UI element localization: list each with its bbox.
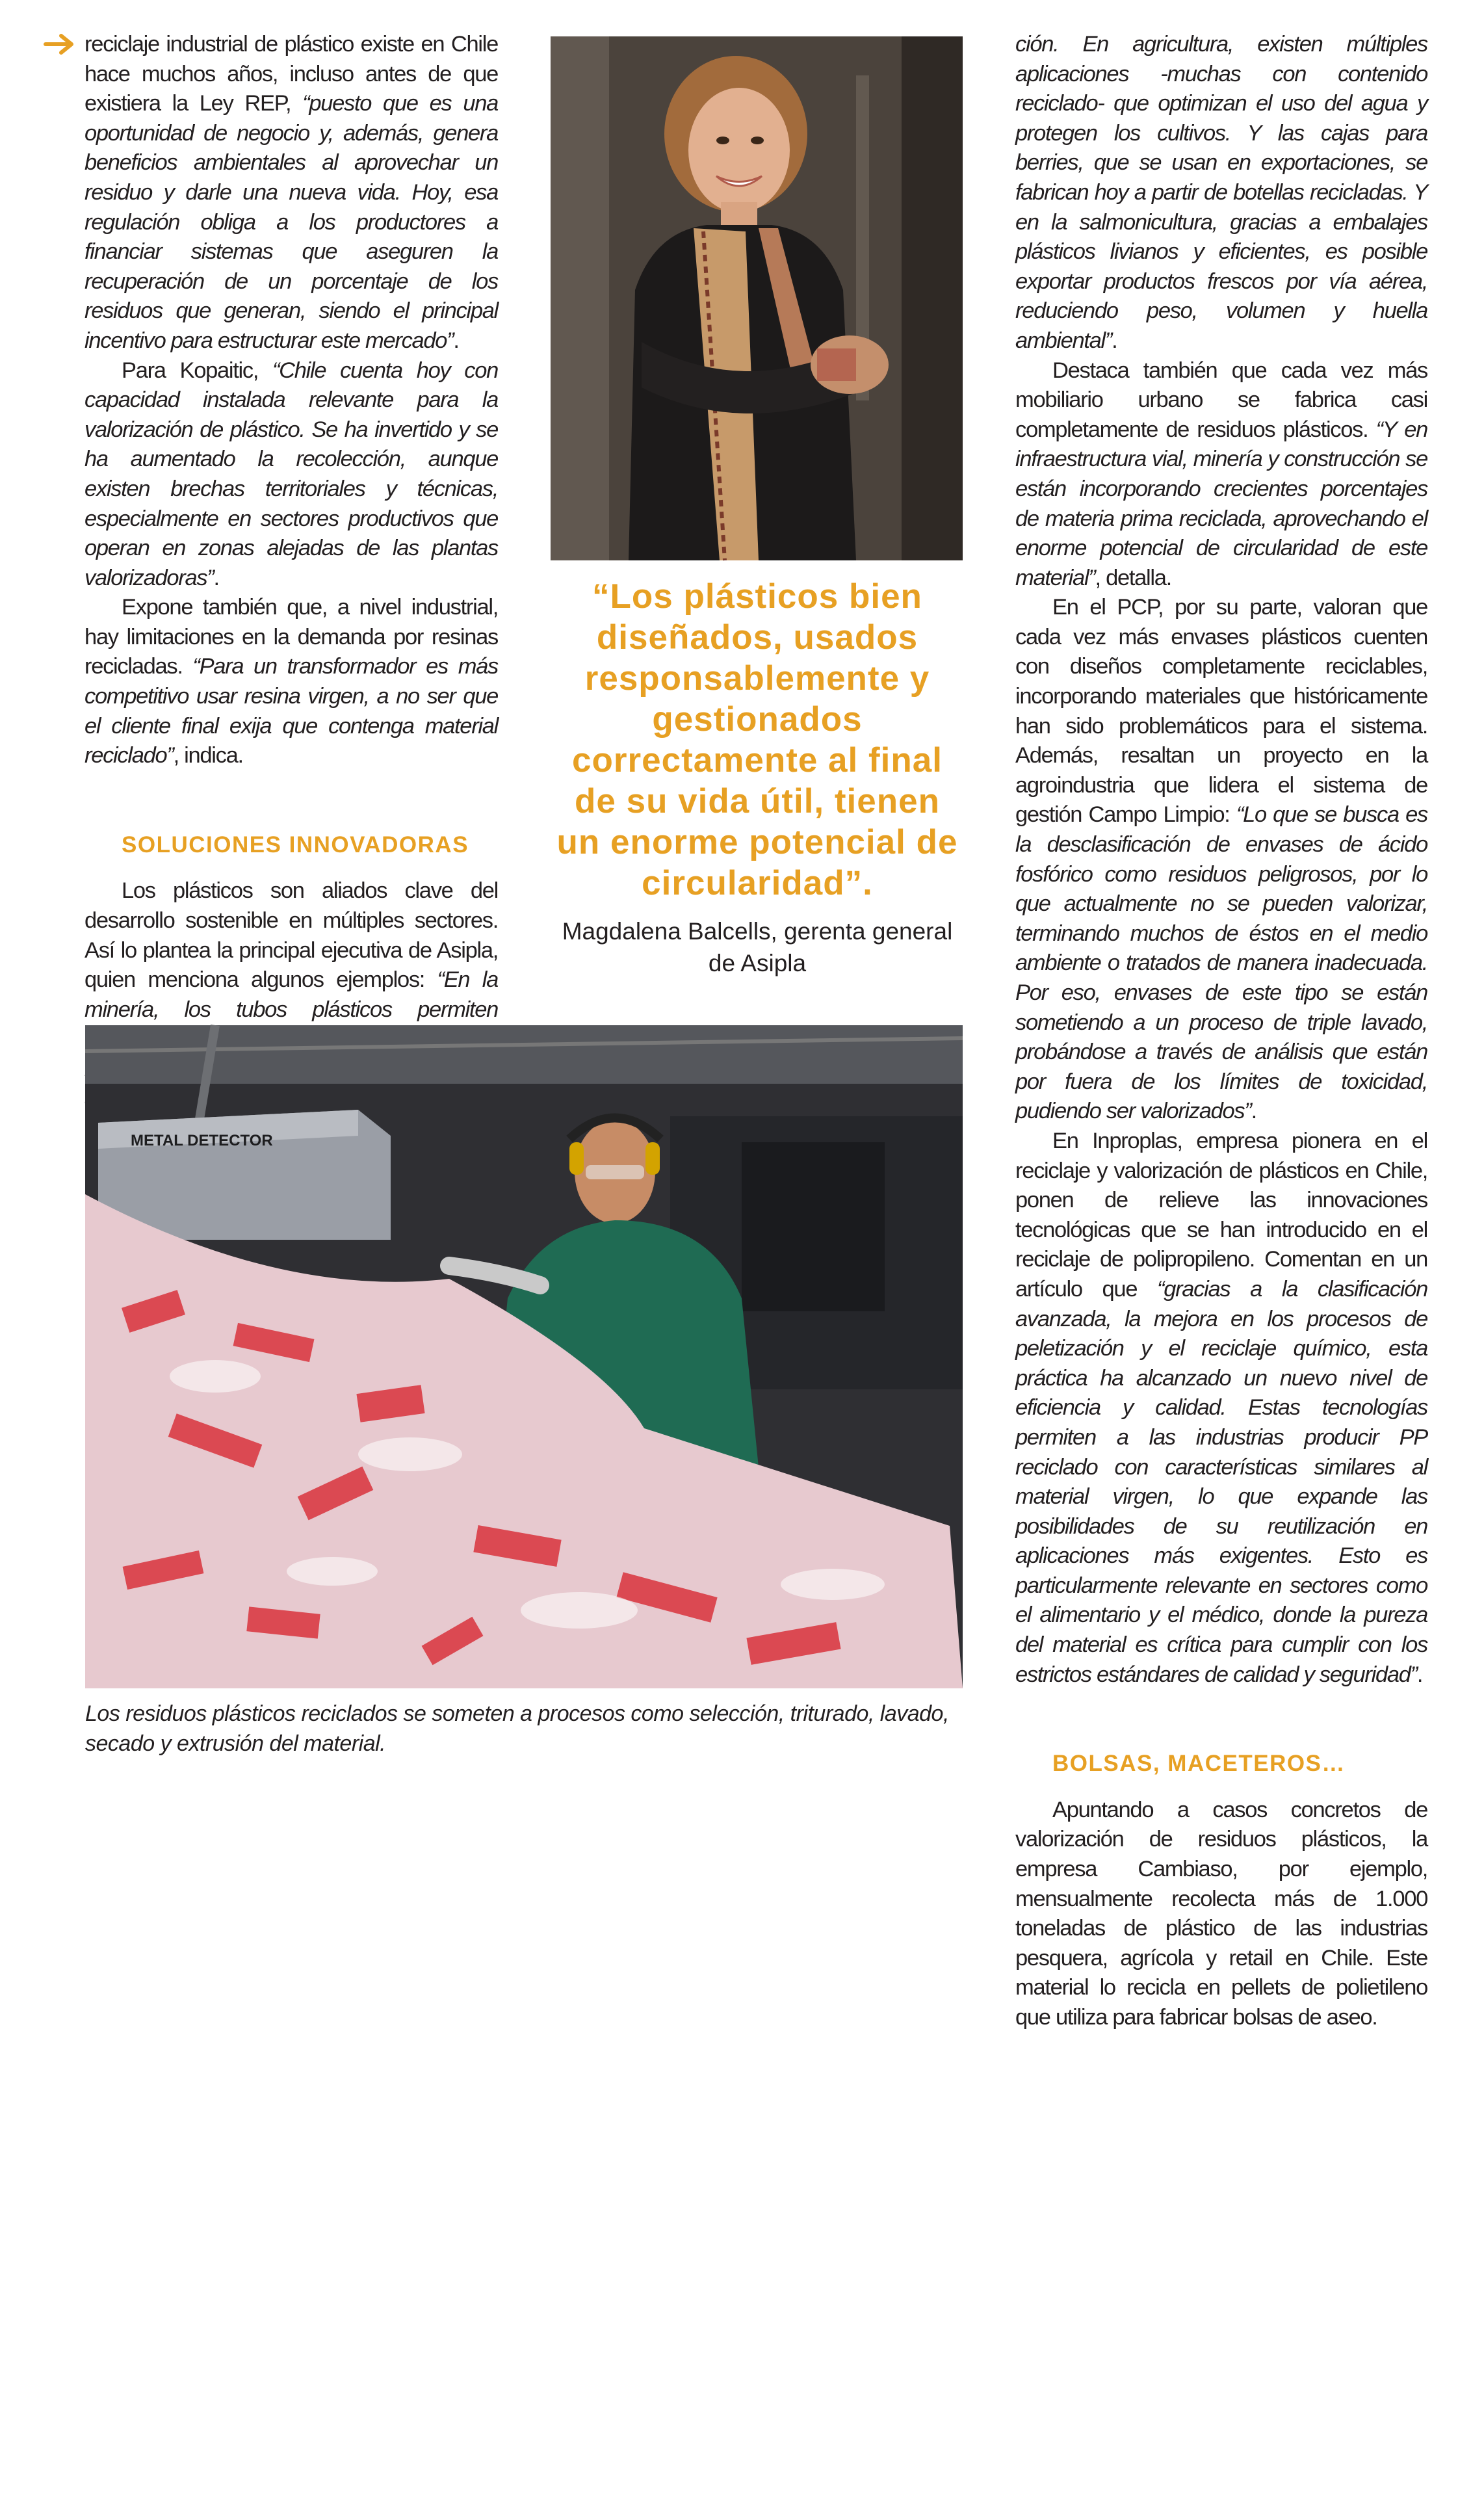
left-column — [85, 30, 498, 1114]
paragraph: Los plásticos son aliados clave del desarrollo sostenible en múltiples sectores. Así lo plantea la principal ejecutiva de Asipla, quien menciona algunos ejemplos: “En la minería, los tubos plásticos permiten — [85, 878, 498, 1022]
portrait-photo — [551, 36, 963, 560]
paragraph: En Inproplas, empresa pionera en el reciclaje y valorización de plásticos en Chile, ponen de relieve las innovaciones tecnológicas que se han introducido en el reciclaje de polipropileno. Comentan en un artículo que “gracias a la clasificación avanzada, la mejora en los procesos de peletización y el reciclaje químico, esta práctica ha alcanzado un nuevo nivel de eficiencia y calidad. Estas tecnologías permiten a las industrias producir PP reciclado con características similares al material virgen, lo que expande las posibilidades de su reutilización en aplicaciones más exigentes. Esto es particularmente relevante en sectores como el alimentario y el médico, donde la pureza del material es crítica para cumplir con los estrictos estándares de calidad y seguridad”. — [1015, 1128, 1427, 1687]
portrait-illustration — [551, 36, 963, 560]
paragraph: ción. En agricultura, existen múltiples aplicaciones -muchas con contenido reciclado- que optimizan el uso del agua y protegen los cultivos. Y las cajas para berries, que se usan en exportaciones, se fabrican hoy a partir de botellas recicladas. Y en la salmonicultura, gracias a embalajes plásticos livianos y eficientes, es posible exportar productos frescos por vía aérea, reduciendo peso, volumen y huella ambiental”. — [1015, 32, 1427, 353]
paragraph: Para Kopaitic, “Chile cuenta hoy con capacidad instalada relevante para la valorización de plástico. Se ha invertido y se ha aumentado la recolección, aunque existen brechas territoriales y técnicas, especialmente en sectores productivos que operan en zonas alejadas de las plantas valorizadoras”. — [85, 358, 498, 590]
recycling-illustration — [85, 1025, 963, 1688]
paragraph: Destaca también que cada vez más mobiliario urbano se fabrica casi completamente de residuos plásticos. “Y en infraestructura vial, minería y construcción se están incorporando crecientes porcentajes de materia prima reciclada, aprovechando el enorme potencial de circularidad de este material”, detalla. — [1015, 358, 1427, 590]
paragraph: reciclaje industrial de plástico existe en Chile hace muchos años, incluso antes de que existiera la Ley REP, “puesto que es una oportunidad de negocio y, además, genera beneficios ambientales al aprovechar un residuo y darle una nueva vida. Hoy, esa regulación obliga a los productores a financiar sistemas que aseguren la recuperación de un porcentaje de los residuos que generan, siendo el principal incentivo para estructurar este mercado”. — [85, 32, 498, 353]
pull-quote: “Los plásticos bien diseñados, usados responsablemente y gestionados correctamente al final de su vida útil, tienen un enorme potencial de circularidad”. — [556, 577, 958, 902]
paragraph: En el PCP, por su parte, valoran que cada vez más envases plásticos cuenten con diseños completamente reciclables, incorporando materiales que históricamente han sido problemáticos para el sistema. Además, resaltan un proyecto en la agroindustria que lidera el sistema de gestión Campo Limpio: “Lo que se busca es la desclasificación de envases de ácido fosfórico como residuos peligrosos, por lo que actualmente no se pueden valorizar, terminando muchos de éstos en el medio ambiente o tratados de manera inadecuada. Por eso, envases de este tipo se están sometiendo a un proceso de triple lavado, probándose a través de análisis que están por fuera de los límites de toxicidad, pudiendo ser valorizados”. — [1015, 595, 1427, 1124]
section-heading: SOLUCIONES INNOVADORAS — [122, 831, 469, 858]
metal-detector-label: METAL DETECTOR — [131, 1132, 273, 1149]
photo-caption: Los residuos plásticos reciclados se someten a procesos como selección, triturado, lavado, secado y extrusión del material. — [85, 1701, 949, 1756]
right-column — [1015, 30, 1427, 2033]
quote-attribution: Magdalena Balcells, gerenta general de Asipla — [562, 918, 953, 976]
photo-credit: Foto: Comberplast — [994, 2364, 1014, 2514]
paragraph: Expone también que, a nivel industrial, hay limitaciones en la demanda por resinas recicladas. “Para un transformador es más competitivo usar resina virgen, a no ser que el cliente final exija que contenga material reciclado”, indica. — [85, 595, 499, 768]
paragraph: Apuntando a casos concretos de valorización de residuos plásticos, la empresa Cambiaso, por ejemplo, mensualmente recolecta más de 1.000 toneladas de plástico de las industrias pesquera, agrícola y retail en Chile. Este material lo recicla en pellets de polietileno que utiliza para fabricar bolsas de aseo. — [1015, 1797, 1427, 2030]
continuation-arrow-icon — [44, 34, 75, 55]
section-heading: BOLSAS, MACETEROS… — [1052, 1751, 1346, 1777]
